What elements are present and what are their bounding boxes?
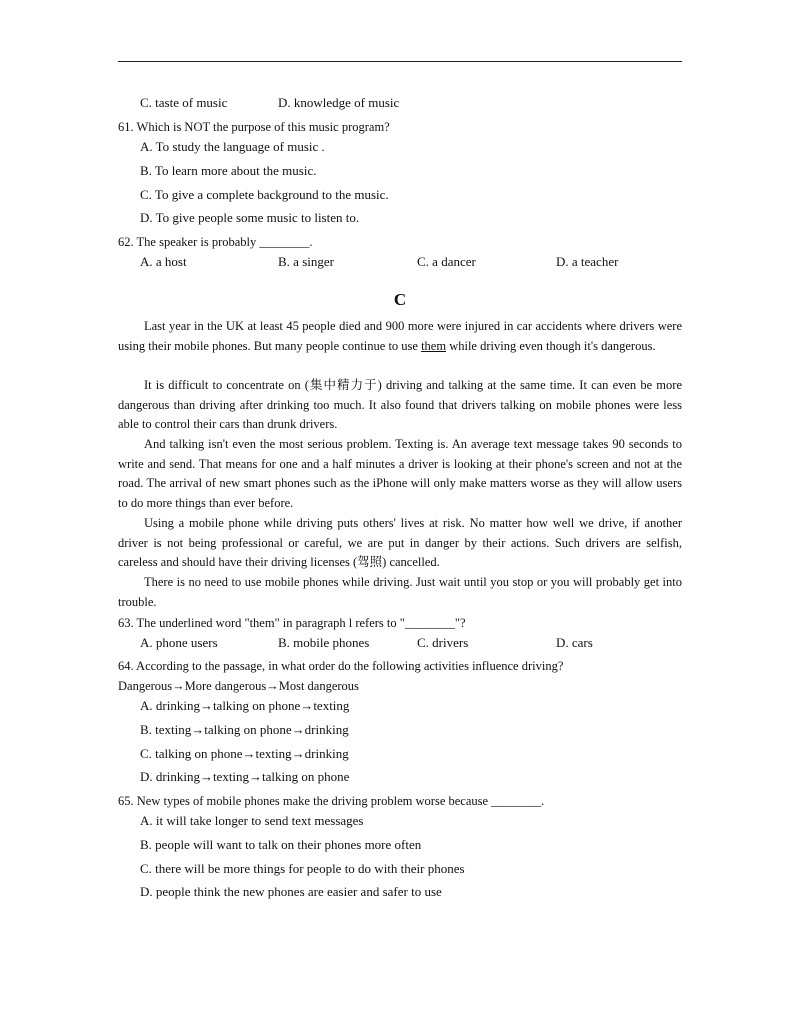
p1-text-after: while driving even though it's dangerous.: [446, 338, 656, 353]
q64-option-d: D. drinking→texting→talking on phone: [140, 769, 350, 784]
q63-option-a: A. phone users: [140, 635, 218, 650]
q64-option-b: B. texting→talking on phone→drinking: [140, 722, 349, 737]
p1-underlined-word: them: [421, 338, 447, 353]
q61-option-a: A. To study the language of music .: [140, 139, 325, 154]
passage-paragraph-1: [118, 317, 682, 356]
q65-option-d: D. people think the new phones are easier and safer to use: [140, 884, 442, 899]
q63-option-d: D. cars: [556, 635, 593, 650]
q62-stem: 62. The speaker is probably ________.: [118, 235, 313, 249]
q62-option-a: A. a host: [140, 254, 187, 269]
q65-option-a: A. it will take longer to send text messages: [140, 813, 364, 828]
q63-option-b: B. mobile phones: [278, 635, 370, 650]
q63-stem: 63. The underlined word "them" in paragraph l refers to "________"?: [118, 616, 466, 630]
passage-paragraph-3: And talking isn't even the most serious problem. Texting is. An average text message takes 90 seconds to write and send. That means for one and a half minutes a driver is looking at their phone's screen and not at the road. The arrival of new smart phones such as the iPhone will only make matters worse as they will allow users to do more things than ever before.: [118, 437, 682, 510]
q64-option-c: C. talking on phone→texting→drinking: [140, 746, 349, 761]
passage-paragraph-5: There is no need to use mobile phones while driving. Just wait until you stop or you will probably get into trouble.: [118, 575, 682, 609]
q64-option-a: A. drinking→talking on phone→texting: [140, 698, 350, 713]
q64-stem: 64. According to the passage, in what order do the following activities influence driving?: [118, 659, 564, 673]
q65-stem: 65. New types of mobile phones make the driving problem worse because ________.: [118, 794, 545, 808]
q65-option-c: C. there will be more things for people to do with their phones: [140, 861, 465, 876]
q61-option-b: B. To learn more about the music.: [140, 163, 317, 178]
p1-text-before: Last year in the UK at least 45 people died and 900 more were injured in car accidents where drivers were using their mobile phones. But many people continue to use: [118, 319, 682, 353]
header-rule: [118, 61, 682, 62]
passage-paragraph-2: It is difficult to concentrate on (集中精力于) driving and talking at the same time. It can even be more dangerous than driving after drinking too much. It also found that drivers talking on mobile phones were less able to control their cars than drunk drivers.: [118, 378, 682, 432]
q60-option-c: C. taste of music: [140, 95, 228, 110]
passage-paragraph-4: Using a mobile phone while driving puts others' lives at risk. No matter how well we drive, if another driver is not being professional or careful, we are put in danger by their actions. Such drivers are selfish, careless and should have their driving licenses (驾照) cancelled.: [118, 516, 682, 570]
q63-option-c: C. drivers: [417, 635, 469, 650]
q62-option-c: C. a dancer: [417, 254, 476, 269]
q64-order-line: Dangerous→More dangerous→Most dangerous: [118, 679, 359, 693]
q61-stem: 61. Which is NOT the purpose of this music program?: [118, 120, 390, 134]
q62-option-d: D. a teacher: [556, 254, 619, 269]
q61-option-d: D. To give people some music to listen to.: [140, 210, 360, 225]
q60-option-d: D. knowledge of music: [278, 95, 400, 110]
section-title: C: [393, 290, 407, 309]
q62-option-b: B. a singer: [278, 254, 334, 269]
q61-option-c: C. To give a complete background to the music.: [140, 187, 389, 202]
q65-option-b: B. people will want to talk on their phones more often: [140, 837, 422, 852]
